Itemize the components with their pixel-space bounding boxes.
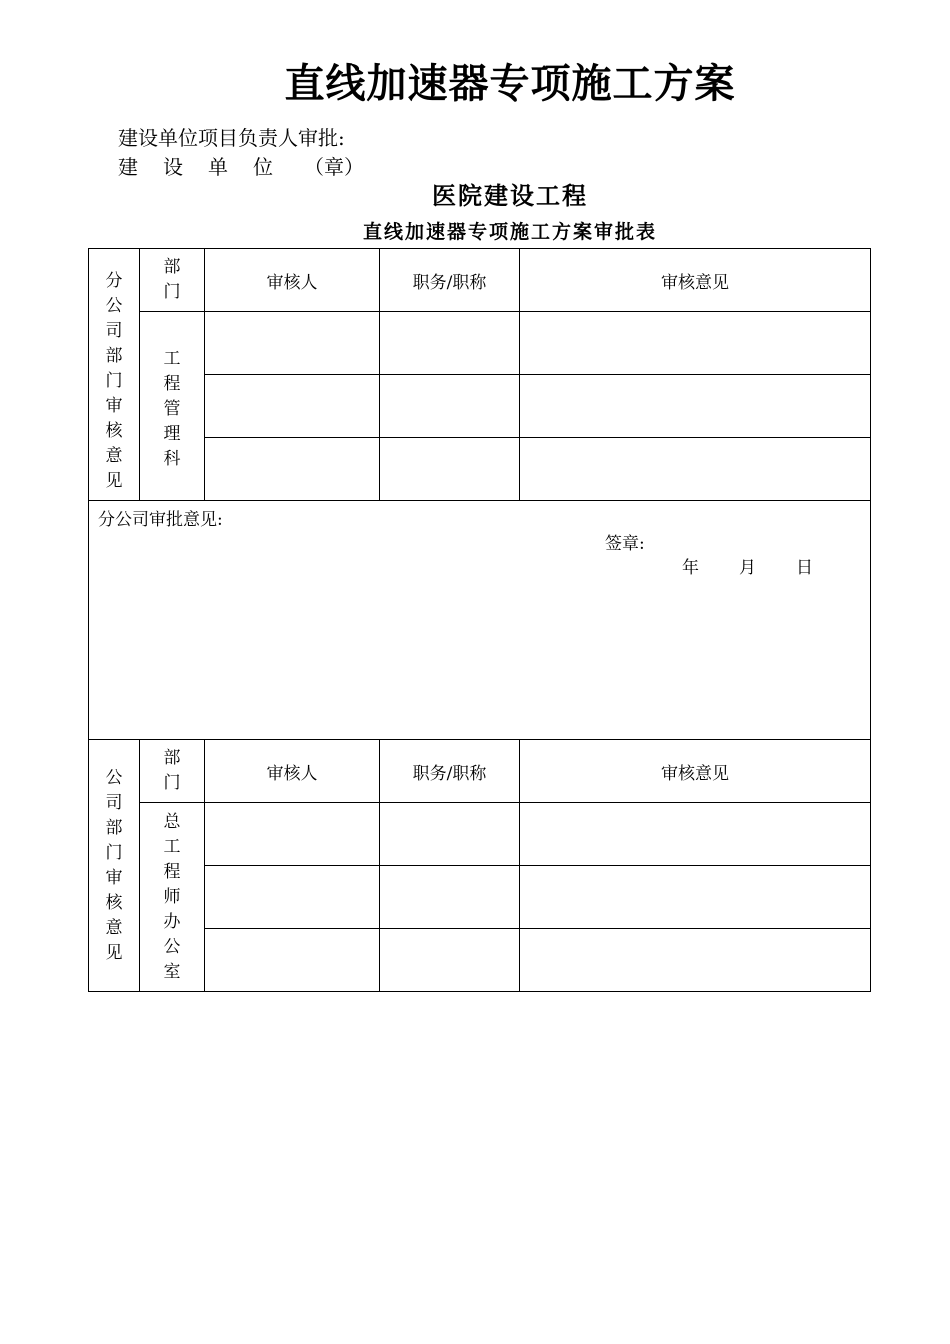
reviewer-field[interactable] <box>205 375 380 438</box>
position-header: 职务/职称 <box>380 249 520 312</box>
unit-char: 单 <box>208 155 228 179</box>
position-field[interactable] <box>380 866 520 929</box>
position-field[interactable] <box>380 929 520 992</box>
position-field[interactable] <box>380 375 520 438</box>
main-title: 直线加速器专项施工方案 <box>284 60 736 107</box>
branch-header-row <box>89 249 871 312</box>
reviewer-field[interactable] <box>205 803 380 866</box>
position-field[interactable] <box>380 312 520 375</box>
opinion-field[interactable] <box>520 375 871 438</box>
month-label: 月 <box>739 558 756 578</box>
reviewer-field[interactable] <box>205 438 380 501</box>
company-dept-name-cell <box>140 803 205 992</box>
position-field[interactable] <box>380 438 520 501</box>
year-label: 年 <box>682 558 699 578</box>
reviewer-field[interactable] <box>205 312 380 375</box>
dept-name: 总工程师办公室 <box>163 811 181 982</box>
opinion-field[interactable] <box>520 929 871 992</box>
company-row <box>89 929 871 992</box>
day-label: 日 <box>796 558 813 578</box>
sign-label: 签章: <box>605 534 645 554</box>
company-side-label: 公司部门审核意见 <box>105 767 123 963</box>
company-side-label-cell <box>89 740 140 992</box>
position-field[interactable] <box>380 803 520 866</box>
branch-dept-name-cell <box>140 312 205 501</box>
subtitle: 医院建设工程 <box>432 181 588 210</box>
company-row <box>89 803 871 866</box>
opinion-field[interactable] <box>520 438 871 501</box>
form-title: 直线加速器专项施工方案审批表 <box>362 221 657 243</box>
dept-header: 部门 <box>163 748 181 793</box>
branch-row <box>89 312 871 375</box>
date-line <box>682 553 813 578</box>
company-header-row <box>89 740 871 803</box>
approver-line: 建设单位项目负责人审批: <box>118 126 345 150</box>
branch-row <box>89 438 871 501</box>
branch-dept-header-cell <box>140 249 205 312</box>
dept-name: 工程管理科 <box>163 348 181 469</box>
branch-approval-cell[interactable] <box>89 501 871 740</box>
approval-table <box>88 248 871 992</box>
unit-char: 位 <box>253 155 273 179</box>
unit-char: 设 <box>163 155 183 179</box>
opinion-header: 审核意见 <box>520 249 871 312</box>
opinion-field[interactable] <box>520 803 871 866</box>
branch-side-label: 分公司部门审核意见 <box>105 271 123 491</box>
position-header: 职务/职称 <box>380 740 520 803</box>
reviewer-header: 审核人 <box>205 249 380 312</box>
reviewer-field[interactable] <box>205 866 380 929</box>
company-row <box>89 866 871 929</box>
dept-header: 部门 <box>163 257 181 302</box>
reviewer-header: 审核人 <box>205 740 380 803</box>
branch-side-label-cell <box>89 249 140 501</box>
reviewer-field[interactable] <box>205 929 380 992</box>
unit-char: 建 <box>118 155 138 179</box>
branch-approval-label: 分公司审批意见: <box>98 510 223 530</box>
branch-approval-row <box>89 501 871 740</box>
opinion-field[interactable] <box>520 866 871 929</box>
branch-row <box>89 375 871 438</box>
stamp-label: （章） <box>304 155 364 179</box>
company-dept-header-cell <box>140 740 205 803</box>
opinion-header: 审核意见 <box>520 740 871 803</box>
opinion-field[interactable] <box>520 312 871 375</box>
